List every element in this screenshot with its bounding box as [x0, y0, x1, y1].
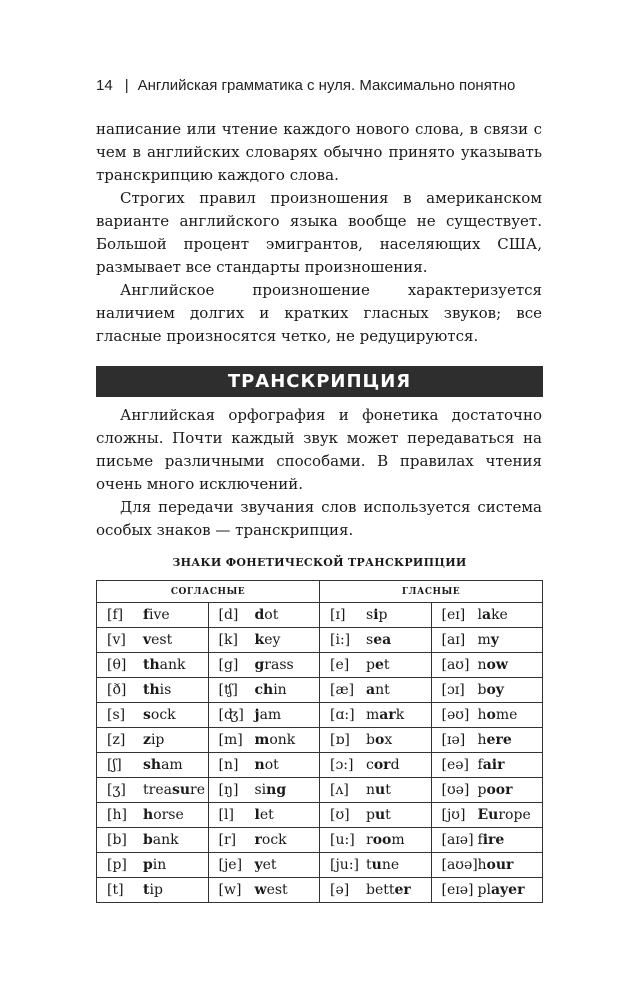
phoneme-cell	[320, 778, 432, 803]
phonetic-symbol: [æ]	[330, 682, 355, 698]
phonetic-symbol: [v]	[107, 632, 126, 648]
phonetic-symbol: [k]	[218, 632, 238, 648]
word-suffix: t	[385, 807, 391, 823]
word-highlight: r	[254, 832, 262, 848]
phonetic-symbol: [u:]	[330, 832, 355, 848]
table-row	[97, 678, 543, 703]
header-separator: |	[124, 77, 129, 94]
phonetic-symbol: [ɒ]	[330, 732, 350, 748]
example-word	[366, 807, 391, 823]
example-word	[143, 832, 179, 848]
word-prefix: l	[477, 607, 482, 623]
phoneme-cell	[208, 803, 320, 828]
word-suffix: me	[495, 707, 518, 723]
phonetic-symbol: [ɔ:]	[330, 757, 354, 773]
example-word	[366, 732, 392, 748]
word-suffix: ke	[491, 607, 508, 623]
phoneme-cell	[320, 728, 432, 753]
intro-paragraph: Английское произношение характеризуется наличием долгих и кратких гласных звуков; все гласные произносятся четко, не редуцируются.	[96, 281, 542, 345]
table-row	[97, 753, 543, 778]
example-word	[255, 807, 274, 823]
example-word	[366, 882, 411, 898]
phonetic-symbol: [r]	[218, 832, 237, 848]
word-suffix: ot	[264, 757, 279, 773]
word-suffix: d	[390, 757, 400, 773]
phoneme-cell	[208, 878, 320, 903]
word-prefix: m	[366, 707, 380, 723]
word-highlight: or	[373, 757, 391, 773]
word-prefix: pl	[477, 882, 491, 898]
word-prefix: r	[366, 832, 373, 848]
phoneme-cell	[431, 803, 543, 828]
phoneme-cell	[431, 728, 543, 753]
word-highlight: er	[394, 882, 411, 898]
word-suffix: ock	[150, 707, 176, 723]
phoneme-cell	[431, 628, 543, 653]
word-suffix: ne	[381, 857, 400, 873]
word-suffix: in	[152, 857, 167, 873]
running-header	[96, 77, 515, 94]
word-highlight: sh	[143, 757, 162, 773]
word-highlight: d	[254, 607, 265, 623]
vowels-header: ГЛАСНЫЕ	[320, 581, 543, 603]
word-highlight: ire	[482, 832, 505, 848]
example-word	[255, 682, 287, 698]
phonetic-symbol: [ɔɪ]	[441, 682, 465, 698]
phonetic-symbol: [eɪə]	[441, 882, 474, 898]
phoneme-cell	[431, 778, 543, 803]
word-highlight: a	[481, 607, 492, 623]
word-suffix: est	[266, 882, 288, 898]
word-suffix: t	[383, 657, 390, 673]
phonetic-table	[96, 580, 543, 903]
phoneme-cell	[208, 703, 320, 728]
example-word	[143, 882, 163, 898]
table-title: ЗНАКИ ФОНЕТИЧЕСКОЙ ТРАНСКРИПЦИИ	[172, 556, 467, 569]
phoneme-cell	[97, 828, 209, 853]
word-highlight: i	[373, 607, 379, 623]
phonetic-symbol: [aɪə]	[441, 832, 474, 848]
example-word	[478, 757, 505, 773]
word-suffix: x	[384, 732, 393, 748]
phonetic-symbol: [z]	[107, 732, 126, 748]
phoneme-cell	[97, 853, 209, 878]
word-highlight: a	[366, 682, 376, 698]
word-highlight: u	[374, 807, 386, 823]
phoneme-cell	[97, 778, 209, 803]
example-word	[255, 757, 279, 773]
word-prefix: si	[254, 782, 267, 798]
example-word	[366, 607, 387, 623]
example-word	[143, 607, 170, 623]
phoneme-cell	[320, 653, 432, 678]
phoneme-cell	[208, 853, 320, 878]
word-prefix: s	[366, 632, 374, 648]
section-paragraph: Английская орфография и фонетика достаточно сложны. Почти каждый звук может передаваться на письме различными способами. В правилах чтения очень много исключений.	[96, 406, 542, 493]
word-highlight: air	[482, 757, 505, 773]
example-word	[478, 832, 505, 848]
table-row	[97, 878, 543, 903]
word-prefix: m	[477, 632, 491, 648]
phonetic-symbol: [ŋ]	[218, 782, 239, 798]
phoneme-cell	[431, 703, 543, 728]
phonetic-symbol: [e]	[330, 657, 350, 673]
word-highlight: ng	[266, 782, 287, 798]
word-highlight: oor	[486, 782, 513, 798]
example-word	[255, 657, 294, 673]
example-word	[478, 782, 513, 798]
table-row	[97, 653, 543, 678]
table-group-row	[97, 581, 543, 603]
example-word	[478, 682, 504, 698]
phonetic-symbol: [ɪə]	[441, 732, 466, 748]
phonetic-symbol: [aʊə]	[441, 857, 478, 873]
word-highlight: v	[143, 632, 152, 648]
word-highlight: e	[374, 657, 384, 673]
word-highlight: s	[143, 707, 151, 723]
section-paragraph: Для передачи звучания слов используется система особых знаков — транскрипция.	[96, 498, 542, 539]
word-prefix: trea	[143, 782, 172, 798]
example-word	[143, 807, 184, 823]
word-highlight: k	[254, 632, 265, 648]
example-word	[143, 657, 186, 673]
phoneme-cell	[97, 728, 209, 753]
phoneme-cell	[320, 678, 432, 703]
phoneme-cell	[320, 628, 432, 653]
example-word	[478, 857, 514, 873]
example-word	[478, 607, 508, 623]
word-highlight: f	[143, 607, 150, 623]
word-prefix: p	[366, 807, 375, 823]
word-suffix: et	[262, 857, 277, 873]
section-heading: ТРАНСКРИПЦИЯ	[96, 366, 543, 397]
word-highlight: o	[486, 707, 496, 723]
phonetic-symbol: [aɪ]	[441, 632, 466, 648]
phoneme-cell	[97, 628, 209, 653]
phoneme-cell	[431, 678, 543, 703]
phonetic-symbol: [ə]	[330, 882, 350, 898]
phonetic-symbol: [f]	[107, 607, 124, 623]
phonetic-symbol: [aʊ]	[441, 657, 470, 673]
word-prefix: t	[366, 857, 372, 873]
word-highlight: u	[375, 782, 386, 798]
word-prefix: n	[366, 782, 376, 798]
phoneme-cell	[97, 753, 209, 778]
phoneme-cell	[320, 703, 432, 728]
word-prefix: c	[366, 757, 374, 773]
word-prefix: b	[366, 732, 375, 748]
table-row	[97, 628, 543, 653]
word-suffix: ip	[150, 732, 165, 748]
phonetic-symbol: [d]	[218, 607, 239, 623]
word-highlight: u	[371, 857, 382, 873]
word-suffix: rass	[264, 657, 294, 673]
word-suffix: p	[378, 607, 388, 623]
example-word	[366, 757, 400, 773]
word-highlight: p	[143, 857, 153, 873]
phonetic-symbol: [h]	[107, 807, 127, 823]
phoneme-cell	[208, 653, 320, 678]
example-word	[143, 707, 176, 723]
phonetic-symbol: [ʌ]	[330, 782, 349, 798]
word-highlight: z	[143, 732, 151, 748]
word-suffix: nt	[375, 682, 390, 698]
word-prefix: s	[366, 607, 374, 623]
phonetic-symbol: [m]	[218, 732, 243, 748]
example-word	[478, 807, 531, 823]
word-suffix: ank	[152, 832, 179, 848]
word-suffix: ot	[264, 607, 279, 623]
phonetic-symbol: [ʊ]	[330, 807, 350, 823]
word-highlight: j	[254, 707, 260, 723]
phoneme-cell	[208, 828, 320, 853]
word-suffix: am	[259, 707, 282, 723]
example-word	[255, 782, 287, 798]
word-prefix: b	[477, 682, 487, 698]
phoneme-cell	[208, 728, 320, 753]
intro-text	[96, 118, 542, 348]
phoneme-cell	[320, 803, 432, 828]
consonants-header: СОГЛАСНЫЕ	[97, 581, 320, 603]
phonetic-symbol: [l]	[218, 807, 234, 823]
word-highlight: y	[254, 857, 263, 873]
phonetic-symbol: [ʃ]	[107, 757, 122, 773]
word-highlight: oo	[372, 832, 392, 848]
phonetic-symbol: [ʧ]	[218, 682, 238, 698]
example-word	[255, 707, 282, 723]
example-word	[478, 882, 525, 898]
word-highlight: w	[254, 882, 267, 898]
word-suffix: is	[159, 682, 172, 698]
word-highlight: Eu	[477, 807, 499, 823]
word-highlight: y	[490, 632, 499, 648]
phoneme-cell	[97, 878, 209, 903]
page-number: 14	[96, 77, 113, 94]
example-word	[255, 857, 277, 873]
word-prefix: f	[477, 832, 483, 848]
phonetic-symbol: [θ]	[107, 657, 127, 673]
word-suffix: m	[391, 832, 405, 848]
word-suffix: ive	[149, 607, 170, 623]
phoneme-cell	[320, 753, 432, 778]
phoneme-cell	[431, 853, 543, 878]
word-suffix: ip	[149, 882, 163, 898]
word-prefix: n	[477, 657, 487, 673]
example-word	[143, 732, 164, 748]
phonetic-symbol: [əʊ]	[441, 707, 470, 723]
table-row	[97, 703, 543, 728]
phoneme-cell	[208, 678, 320, 703]
word-prefix: p	[366, 657, 375, 673]
phoneme-cell	[431, 603, 543, 628]
phonetic-symbol: [ʒ]	[107, 782, 126, 798]
word-suffix: t	[385, 782, 391, 798]
phoneme-cell	[320, 603, 432, 628]
phonetic-symbol: [je]	[218, 857, 243, 873]
table-row	[97, 728, 543, 753]
phoneme-cell	[97, 703, 209, 728]
word-prefix: f	[477, 757, 483, 773]
example-word	[366, 832, 405, 848]
phonetic-symbol: [n]	[218, 757, 239, 773]
phonetic-symbol: [g]	[218, 657, 239, 673]
example-word	[255, 632, 281, 648]
example-word	[366, 682, 390, 698]
word-highlight: t	[143, 882, 150, 898]
example-word	[366, 657, 390, 673]
word-prefix: h	[477, 857, 487, 873]
word-suffix: et	[259, 807, 274, 823]
intro-paragraph: написание или чтение каждого нового слова, в связи с чем в английских словарях обычно принято указывать транскрипцию каждого слова.	[96, 120, 542, 184]
phoneme-cell	[208, 778, 320, 803]
word-highlight: n	[254, 757, 265, 773]
example-word	[143, 632, 172, 648]
word-highlight: o	[374, 732, 385, 748]
phonetic-symbol: [ʤ]	[218, 707, 244, 723]
word-highlight: ere	[486, 732, 512, 748]
table-row	[97, 778, 543, 803]
phonetic-symbol: [eə]	[441, 757, 469, 773]
word-highlight: h	[143, 807, 154, 823]
example-word	[478, 657, 508, 673]
word-highlight: g	[254, 657, 265, 673]
word-suffix: ey	[264, 632, 281, 648]
table-row	[97, 828, 543, 853]
word-prefix: h	[477, 732, 487, 748]
phoneme-cell	[97, 678, 209, 703]
example-word	[478, 632, 499, 648]
phonetic-symbol: [i:]	[330, 632, 351, 648]
example-word	[143, 857, 166, 873]
phoneme-cell	[97, 603, 209, 628]
word-suffix: ock	[261, 832, 287, 848]
word-highlight: ch	[254, 682, 274, 698]
table-row	[97, 853, 543, 878]
word-highlight: th	[143, 657, 160, 673]
word-highlight: m	[254, 732, 270, 748]
phoneme-cell	[208, 628, 320, 653]
word-suffix: rope	[498, 807, 531, 823]
phonetic-symbol: [ɪ]	[330, 607, 346, 623]
phoneme-cell	[320, 878, 432, 903]
phonetic-symbol: [jʊ]	[441, 807, 466, 823]
phoneme-cell	[97, 803, 209, 828]
book-title: Английская грамматика с нуля. Максимально понятно	[137, 77, 516, 94]
phonetic-symbol: [ð]	[107, 682, 127, 698]
example-word	[478, 732, 512, 748]
word-prefix: bett	[366, 882, 395, 898]
phonetic-symbol: [s]	[107, 707, 126, 723]
phoneme-cell	[431, 828, 543, 853]
word-prefix: h	[477, 707, 487, 723]
word-highlight: our	[486, 857, 514, 873]
phoneme-cell	[320, 828, 432, 853]
example-word	[366, 857, 399, 873]
word-suffix: re	[190, 782, 205, 798]
phoneme-cell	[431, 653, 543, 678]
phoneme-cell	[431, 753, 543, 778]
word-highlight: su	[171, 782, 191, 798]
phoneme-cell	[320, 853, 432, 878]
phoneme-cell	[97, 653, 209, 678]
word-suffix: am	[161, 757, 183, 773]
example-word	[255, 732, 296, 748]
word-highlight: th	[143, 682, 160, 698]
phonetic-symbol: [b]	[107, 832, 127, 848]
example-word	[255, 607, 279, 623]
word-highlight: ow	[486, 657, 508, 673]
word-highlight: ayer	[490, 882, 525, 898]
word-suffix: orse	[153, 807, 184, 823]
example-word	[143, 782, 205, 798]
word-highlight: ea	[373, 632, 392, 648]
phoneme-cell	[208, 753, 320, 778]
word-highlight: l	[254, 807, 260, 823]
phonetic-symbol: [ʊə]	[441, 782, 470, 798]
intro-paragraph: Строгих правил произношения в американском варианте английского языка вообще не существует. Большой процент эмигрантов, населяющих США, размывает все стандарты произношения.	[96, 189, 542, 276]
word-suffix: k	[395, 707, 405, 723]
example-word	[366, 707, 404, 723]
example-word	[478, 707, 518, 723]
table-row	[97, 803, 543, 828]
example-word	[143, 757, 183, 773]
example-word	[255, 832, 287, 848]
phonetic-symbol: [p]	[107, 857, 127, 873]
example-word	[366, 782, 391, 798]
word-suffix: onk	[269, 732, 296, 748]
word-highlight: oy	[486, 682, 504, 698]
phoneme-cell	[208, 603, 320, 628]
phonetic-symbol: [t]	[107, 882, 124, 898]
example-word	[255, 882, 288, 898]
word-highlight: ar	[379, 707, 396, 723]
section-text	[96, 404, 542, 542]
phonetic-symbol: [w]	[218, 882, 242, 898]
word-suffix: ank	[159, 657, 186, 673]
phonetic-symbol: [eɪ]	[441, 607, 466, 623]
phoneme-cell	[431, 878, 543, 903]
phonetic-symbol: [ɑ:]	[330, 707, 355, 723]
word-prefix: p	[477, 782, 487, 798]
word-suffix: in	[273, 682, 287, 698]
table-row	[97, 603, 543, 628]
word-highlight: b	[143, 832, 153, 848]
word-suffix: est	[151, 632, 173, 648]
example-word	[366, 632, 391, 648]
example-word	[143, 682, 171, 698]
phonetic-symbol: [ju:]	[330, 857, 359, 873]
